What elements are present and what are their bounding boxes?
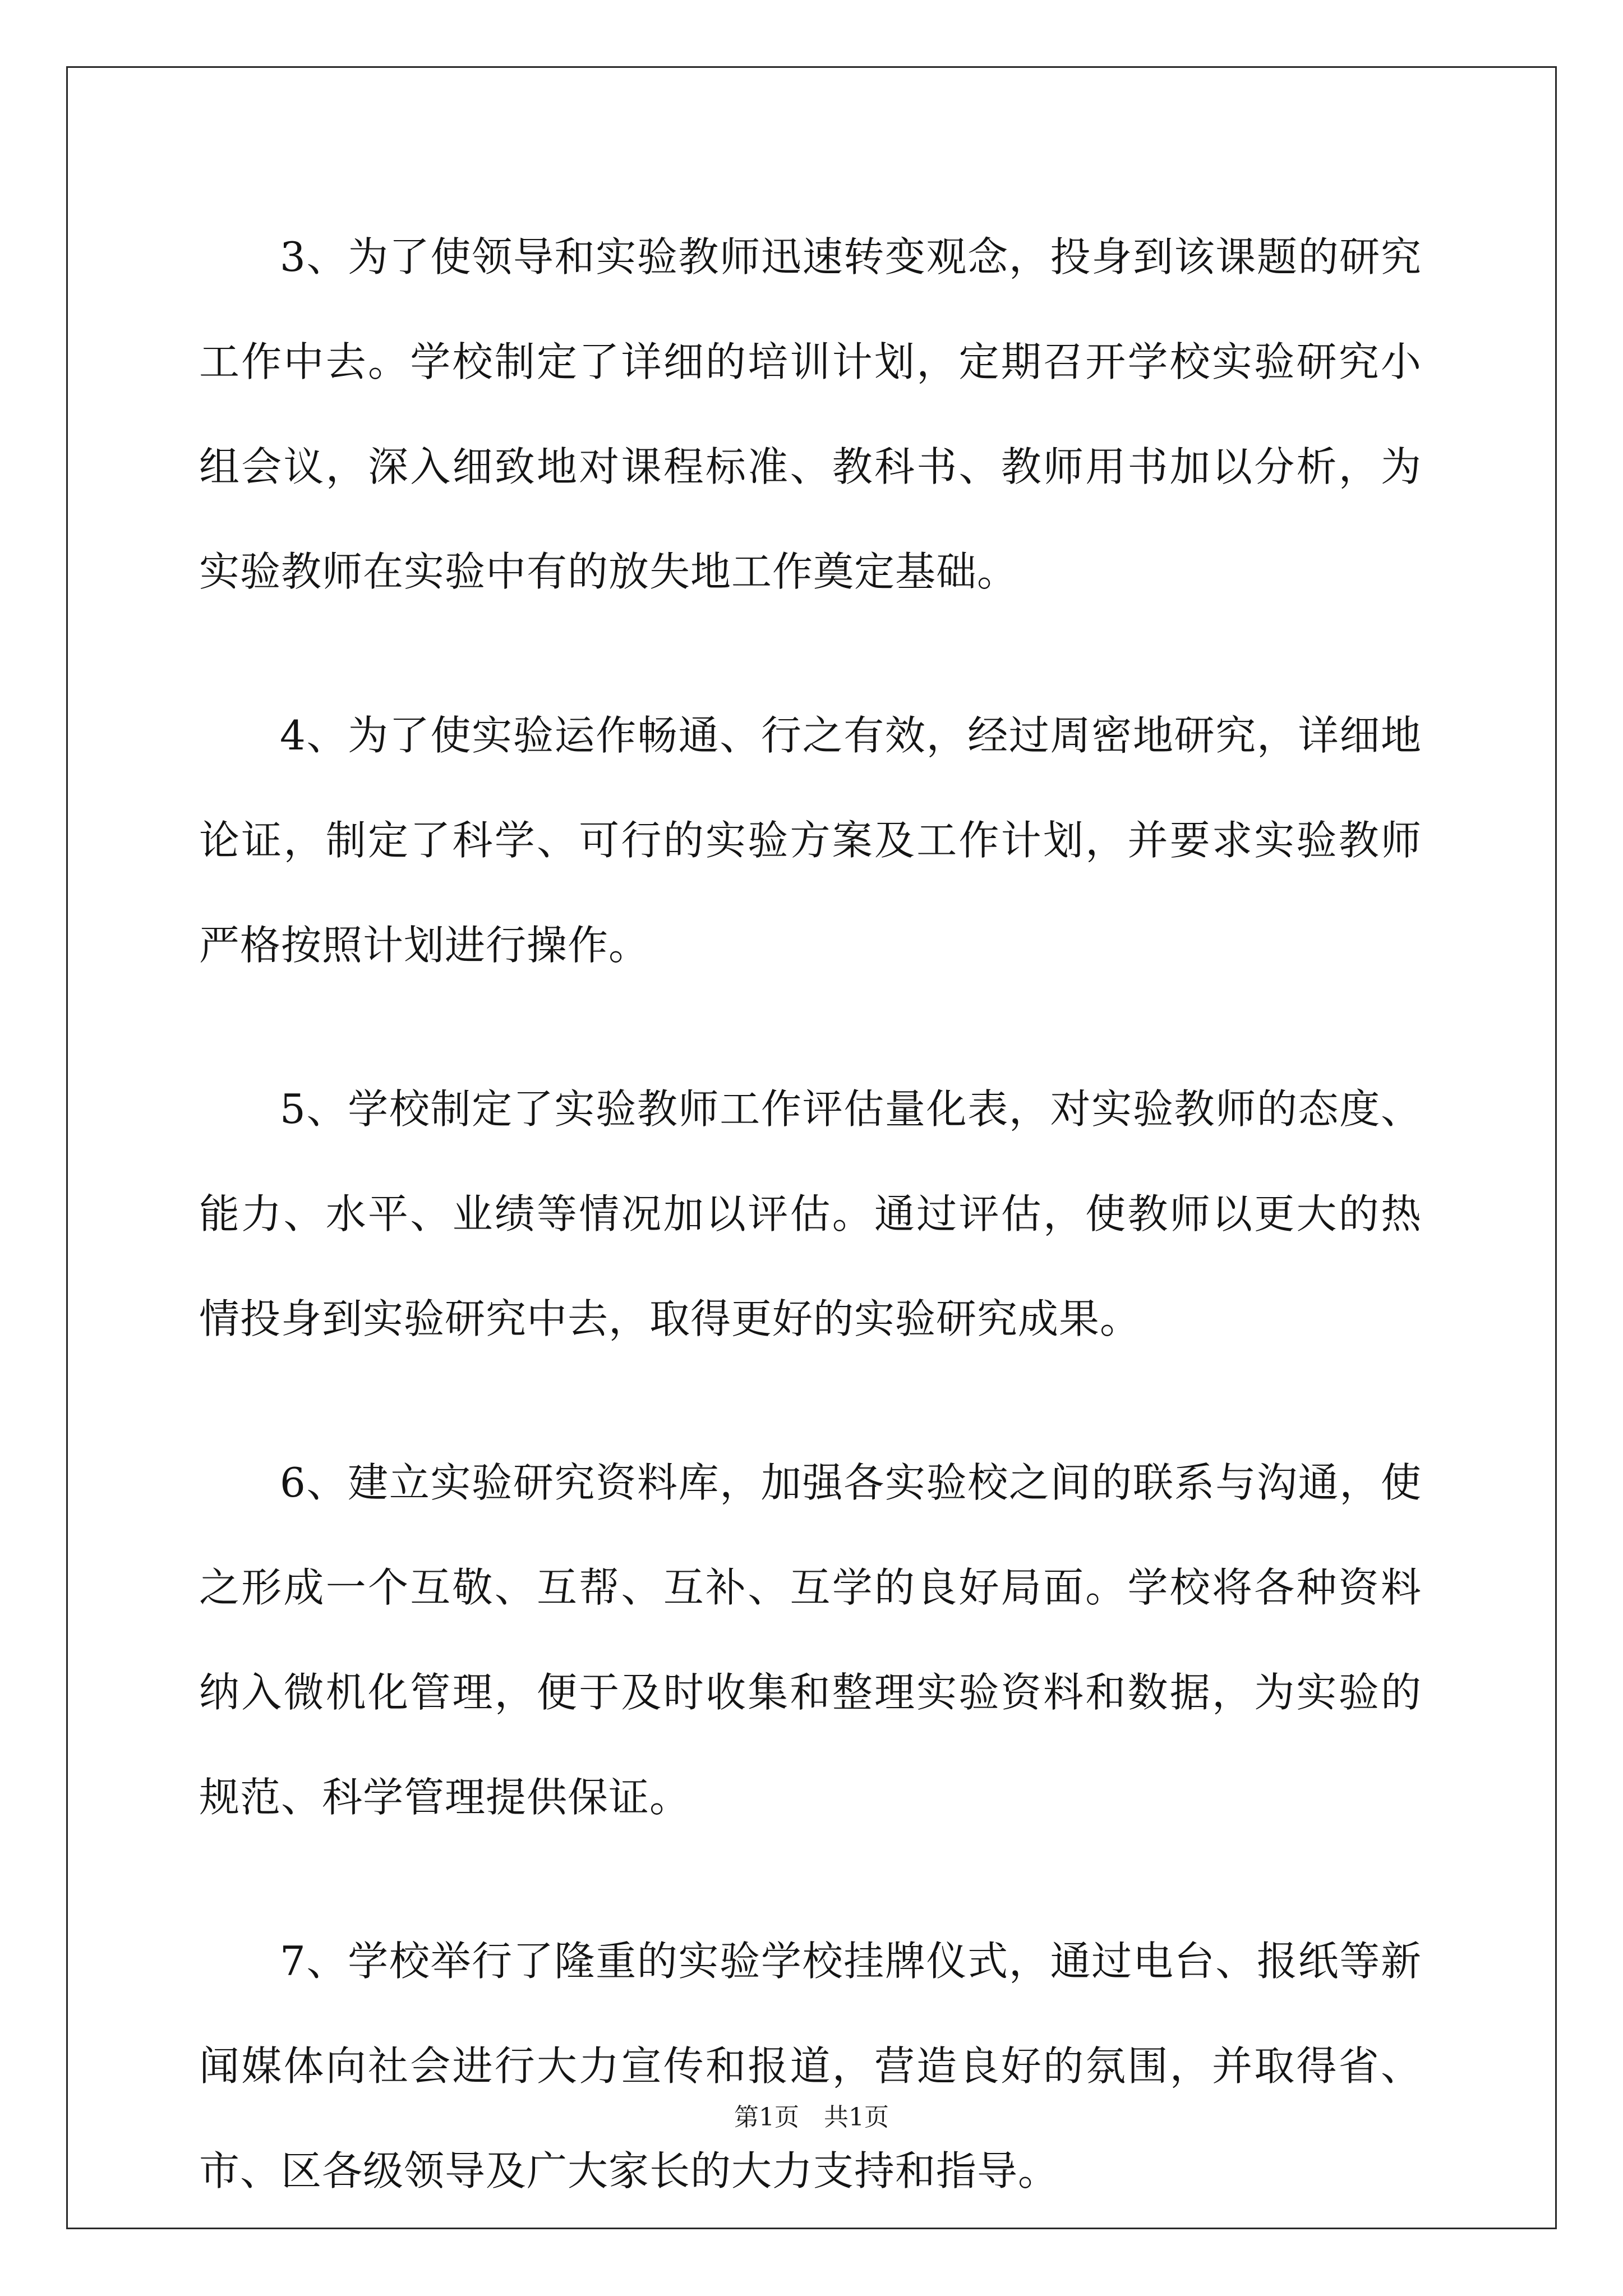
paragraph-6: 6、建立实验研究资料库，加强各实验校之间的联系与沟通，使之形成一个互敬、互帮、互补、互学的良好局面。学校将各种资料纳入微机化管理，便于及时收集和整理实验资料和数据，为实验的规范、科学管理提供保证。 [199,1459,1422,1821]
paragraph-4: 4、为了使实验运作畅通、行之有效，经过周密地研究，详细地论证，制定了科学、可行的实验方案及工作计划，并要求实验教师严格按照计划进行操作。 [199,712,1422,969]
paragraph-5: 5、学校制定了实验教师工作评估量化表，对实验教师的态度、能力、水平、业绩等情况加以评估。通过评估，使教师以更大的热情投身到实验研究中去，取得更好的实验研究成果。 [199,1085,1422,1342]
page-number-footer: 第1页 共1页 [734,2103,889,2132]
paragraph-3: 3、为了使领导和实验教师迅速转变观念，投身到该课题的研究工作中去。学校制定了详细的培训计划，定期召开学校实验研究小组会议，深入细致地对课程标准、教科书、教师用书加以分析，为实验教师在实验中有的放失地工作奠定基础。 [199,233,1422,595]
paragraph-7: 7、学校举行了隆重的实验学校挂牌仪式，通过电台、报纸等新闻媒体向社会进行大力宣传和报道，营造良好的氛围，并取得省、市、区各级领导及广大家长的大力支持和指导。 [199,1938,1422,2194]
document-body [199,205,1422,2283]
